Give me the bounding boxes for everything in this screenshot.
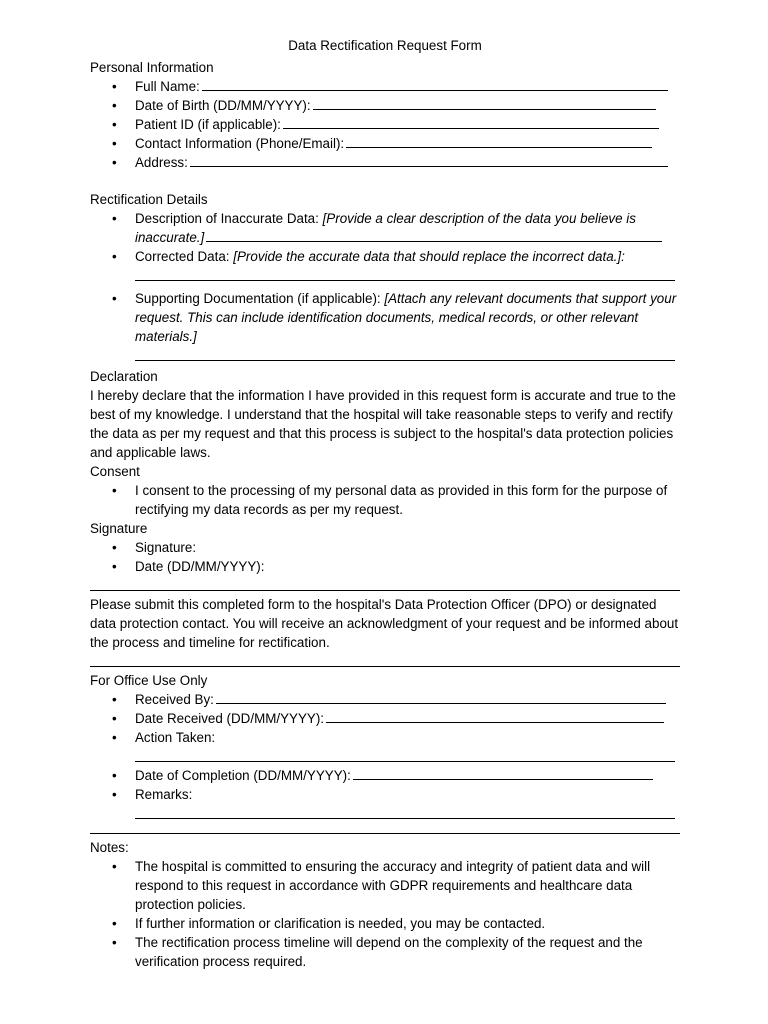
declaration-text: I hereby declare that the information I have provided in this request form is accurate and true to the best of my knowledge. I understand that the hospital will take reasonable steps to verify and rectify the data as per my request and that this process is subject to the hospital's data protection policies and applicable laws. <box>90 388 676 460</box>
patient-id-field[interactable]: • Patient ID (if applicable): <box>90 115 680 134</box>
action-taken-field[interactable]: • Action Taken: <box>90 728 680 747</box>
note-item: • The hospital is committed to ensuring the accuracy and integrity of patient data and will respond to this request in accordance with GDPR requirements and healthcare data protection policies. <box>90 857 680 914</box>
office-use-heading: For Office Use Only <box>90 673 208 688</box>
date-completion-field[interactable]: • Date of Completion (DD/MM/YYYY): <box>90 766 680 785</box>
date-received-line[interactable] <box>326 709 664 723</box>
patient-id-line[interactable] <box>283 115 659 129</box>
corrected-data-field[interactable]: • Corrected Data: [Provide the accurate data that should replace the incorrect data.]: <box>90 247 680 266</box>
consent-heading: Consent <box>90 464 140 479</box>
note-item: • The rectification process timeline will depend on the complexity of the request and the verification process required. <box>90 933 680 971</box>
contact-info-field[interactable]: • Contact Information (Phone/Email): <box>90 134 680 153</box>
supporting-doc-list <box>90 289 680 346</box>
note-item: • If further information or clarification is needed, you may be contacted. <box>90 914 680 933</box>
form-title: Data Rectification Request Form <box>288 38 482 53</box>
signature-field[interactable]: • Signature: <box>90 538 680 557</box>
inaccurate-data-line[interactable] <box>206 228 662 242</box>
declaration-heading: Declaration <box>90 369 158 384</box>
form-page <box>90 37 680 971</box>
full-name-field[interactable]: • Full Name: <box>90 77 680 96</box>
address-line[interactable] <box>190 153 668 167</box>
consent-statement: • I consent to the processing of my personal data as provided in this form for the purpose of rectifying my data records as per my request. <box>90 481 680 519</box>
contact-info-line[interactable] <box>346 134 652 148</box>
full-name-line[interactable] <box>202 77 668 91</box>
date-received-field[interactable]: • Date Received (DD/MM/YYYY): <box>90 709 680 728</box>
office-use-list <box>90 690 680 747</box>
dob-field[interactable]: • Date of Birth (DD/MM/YYYY): <box>90 96 680 115</box>
rectification-heading: Rectification Details <box>90 192 208 207</box>
signature-list <box>90 538 680 576</box>
address-field[interactable]: • Address: <box>90 153 680 172</box>
notes-list <box>90 857 680 971</box>
consent-list <box>90 481 680 519</box>
signature-date-field[interactable]: • Date (DD/MM/YYYY): <box>90 557 680 576</box>
rectification-list <box>90 209 680 266</box>
signature-heading: Signature <box>90 521 148 536</box>
remarks-field[interactable]: • Remarks: <box>90 785 680 804</box>
received-by-line[interactable] <box>216 690 666 704</box>
dob-line[interactable] <box>313 96 656 110</box>
submission-instructions: Please submit this completed form to the hospital's Data Protection Officer (DPO) or designated data protection contact. You will receive an acknowledgment of your request and be informed about the process and timeline for rectification. <box>90 597 679 650</box>
notes-heading: Notes: <box>90 840 129 855</box>
received-by-field[interactable]: • Received By: <box>90 690 680 709</box>
personal-info-heading: Personal Information <box>90 60 214 75</box>
date-completion-line[interactable] <box>353 766 653 780</box>
personal-info-list <box>90 77 680 172</box>
office-use-list-2 <box>90 766 680 804</box>
inaccurate-data-field[interactable]: • Description of Inaccurate Data: [Provide a clear description of the data you believe is inaccurate.] <box>90 209 680 247</box>
supporting-doc-field[interactable]: • Supporting Documentation (if applicable): [Attach any relevant documents that support your request. This can include identification documents, medical records, or other relevant materials.] <box>90 289 680 346</box>
